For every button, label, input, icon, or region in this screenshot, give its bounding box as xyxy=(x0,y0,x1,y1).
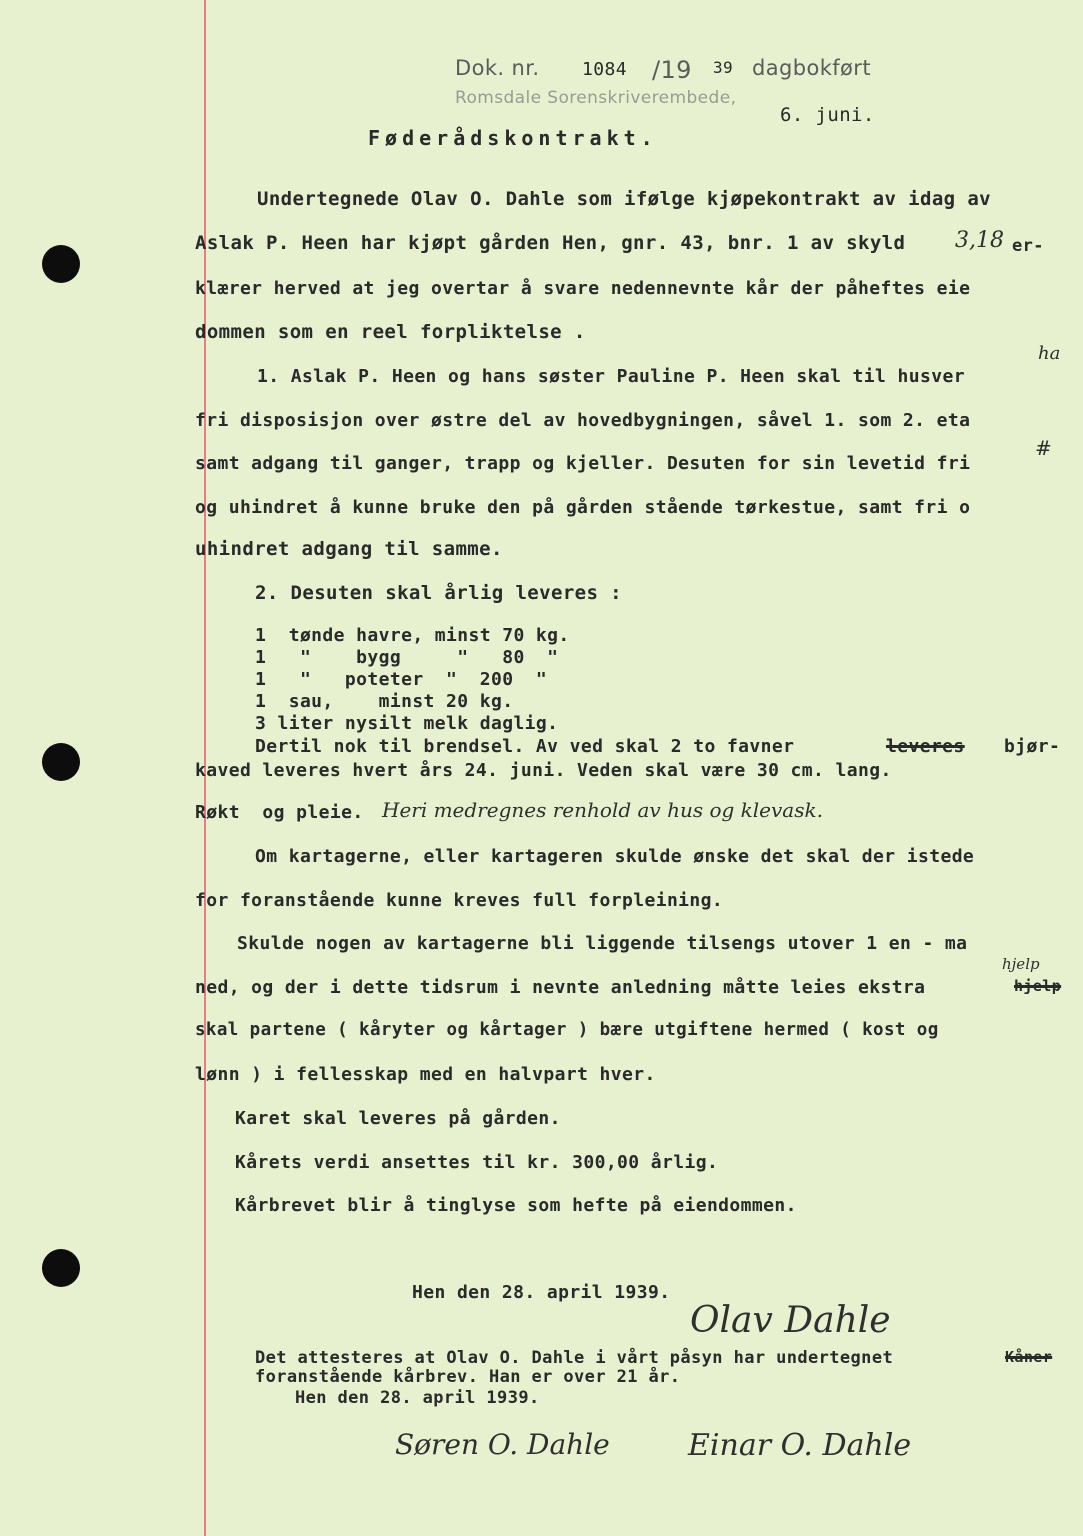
care-label: Røkt og pleie. xyxy=(195,802,364,823)
intro-line-2: Aslak P. Heen har kjøpt gården Hen, gnr. 43, bnr. 1 av skyld xyxy=(195,232,906,254)
clause1-line-2: fri disposisjon over østre del av hovedbygningen, såvel 1. som 2. eta xyxy=(195,410,971,431)
body-line: Kårbrevet blir å tinglyse som hefte på eiendommen. xyxy=(235,1195,797,1216)
clause1-line-5: uhindret adgang til samme. xyxy=(195,538,503,560)
stamp-date: 6. juni. xyxy=(780,104,875,126)
stamp-prefix: Dok. nr. xyxy=(455,56,540,80)
delivery-item: 1 sau, minst 20 kg. xyxy=(255,691,514,712)
delivery-item: 1 " poteter " 200 " xyxy=(255,669,548,690)
margin-mark: # xyxy=(1035,436,1052,460)
body-line: Karet skal leveres på gården. xyxy=(235,1108,561,1129)
witness-signature-1: Søren O. Dahle xyxy=(395,1428,610,1461)
delivery-item: 1 " bygg " 80 " xyxy=(255,647,559,668)
punch-hole-middle xyxy=(42,743,80,781)
clause2-heading: 2. Desuten skal årlig leveres : xyxy=(255,582,623,604)
place-date: Hen den 28. april 1939. xyxy=(412,1282,671,1303)
body-line: ned, og der i dette tidsrum i nevnte anledning måtte leies ekstra xyxy=(195,977,926,998)
firewood-line-2: kaved leveres hvert års 24. juni. Veden skal være 30 cm. lang. xyxy=(195,760,892,781)
attest-line-1: Det attesteres at Olav O. Dahle i vårt påsyn har undertegnet xyxy=(255,1348,904,1368)
intro-line-1: Undertegnede Olav O. Dahle som ifølge kjøpekontrakt av idag av xyxy=(257,188,992,210)
document-title: Føderådskontrakt. xyxy=(368,126,658,150)
intro-line-2-end: er- xyxy=(1012,236,1044,256)
firewood-struck-word: leveres xyxy=(886,736,965,757)
signature-olav-dahle: Olav Dahle xyxy=(690,1300,891,1341)
body-line: lønn ) i fellesskap med en halvpart hver. xyxy=(195,1064,656,1085)
delivery-item: 3 liter nysilt melk daglig. xyxy=(255,713,559,734)
firewood-line-1: Dertil nok til brendsel. Av ved skal 2 to favner xyxy=(255,736,795,757)
attest-struck-word: Kåner xyxy=(1005,1348,1053,1366)
intro-line-3: klærer herved at jeg overtar å svare nedennevnte kår der påheftes eie xyxy=(195,278,971,299)
body-line: Kårets verdi ansettes til kr. 300,00 årlig. xyxy=(235,1152,719,1173)
handwritten-skyld: 3,18 xyxy=(955,228,1004,253)
attest-line-2: foranstående kårbrev. Han er over 21 år. xyxy=(255,1367,681,1387)
punch-hole-top xyxy=(42,245,80,283)
clause1-line-4: og uhindret å kunne bruke den på gården stående tørkestue, samt fri o xyxy=(195,497,971,518)
delivery-item: 1 tønde havre, minst 70 kg. xyxy=(255,625,570,646)
stamp-year-prefix: /19 xyxy=(652,56,692,84)
body-line: Skulde nogen av kartagerne bli liggende tilsengs utover 1 en - ma xyxy=(237,933,968,954)
intro-line-4: dommen som en reel forpliktelse . xyxy=(195,321,586,343)
clause1-line-3: samt adgang til ganger, trapp og kjeller. Desuten for sin levetid fri xyxy=(195,453,971,474)
stamp-status: dagbokført xyxy=(752,56,871,80)
stamp-number: 1084 xyxy=(582,59,627,80)
stamp-office: Romsdale Sorenskriverembede, xyxy=(455,88,737,108)
margin-note-ha: ha xyxy=(1038,343,1061,364)
witness-signature-2: Einar O. Dahle xyxy=(688,1428,912,1463)
stamp-year-suffix: 39 xyxy=(713,58,734,77)
clause1-line-1: 1. Aslak P. Heen og hans søster Pauline P. Heen skal til husver xyxy=(257,366,965,387)
body-line: for foranstående kunne kreves full forpleining. xyxy=(195,890,724,911)
body-line: skal partene ( kåryter og kårtager ) bære utgiftene hermed ( kost og xyxy=(195,1020,939,1040)
handwritten-help: hjelp xyxy=(1002,955,1040,973)
struck-help: hjelp xyxy=(1014,977,1062,995)
attest-date: Hen den 28. april 1939. xyxy=(295,1388,540,1408)
punch-hole-bottom xyxy=(42,1249,80,1287)
care-handwritten-note: Heri medregnes renhold av hus og klevask. xyxy=(382,798,823,822)
body-line: Om kartagerne, eller kartageren skulde ønske det skal der istede xyxy=(255,846,975,867)
firewood-line-1-end: bjør- xyxy=(1004,736,1061,757)
